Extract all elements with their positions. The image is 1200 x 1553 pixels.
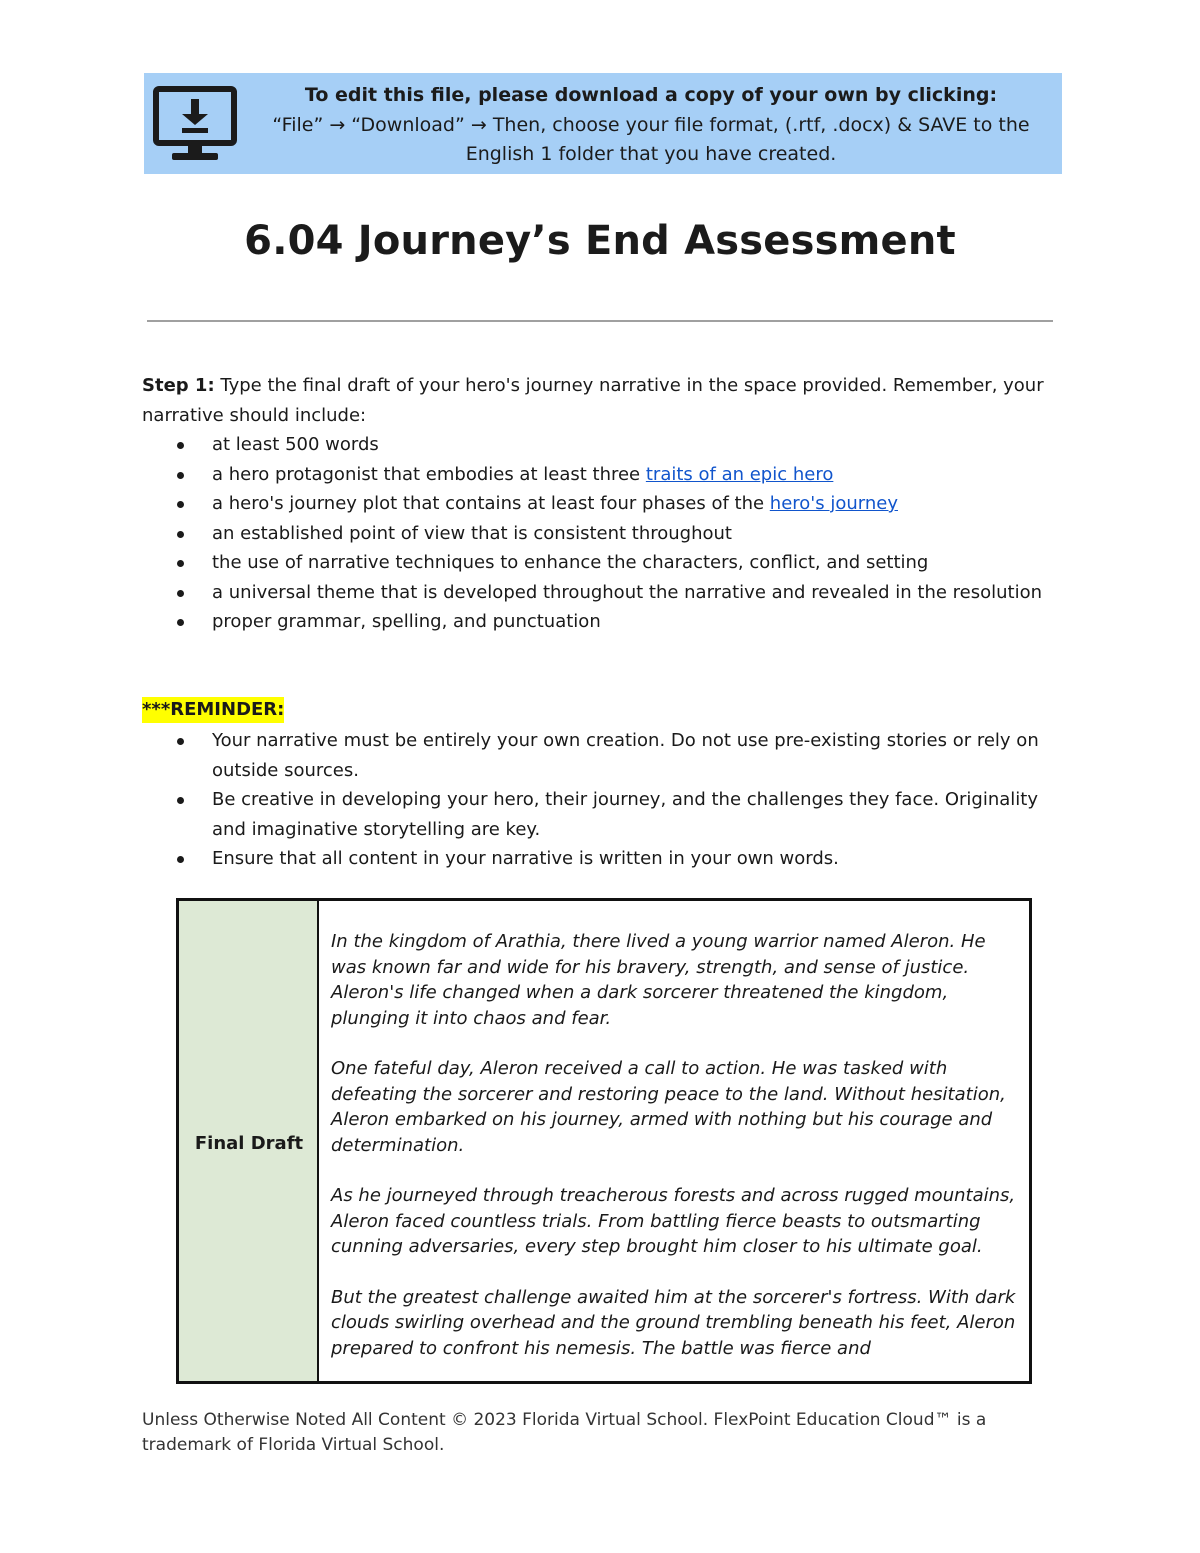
page-title: 6.04 Journey’s End Assessment [244,218,956,264]
epic-hero-traits-link[interactable]: traits of an epic hero [645,463,834,485]
list-item: Your narrative must be entirely your own creation. Do not use pre-existing stories or rely on outside sources. [142,726,1042,785]
banner-instruction-cont: English 1 folder that you have created. [465,143,837,165]
list-item: proper grammar, spelling, and punctuation [142,607,1042,637]
reminder-list [142,726,1042,874]
draft-paragraph: One fateful day, Aleron received a call to action. He was tasked with defeating the sorcerer and restoring peace to the land. Without hesitation, Aleron embarked on his journey, armed with nothing but his courage and determination. [331,1058,1006,1156]
bullet-icon [177,738,184,745]
list-item: Ensure that all content in your narrative is written in your own words. [142,844,1042,874]
final-draft-text-area[interactable] [331,929,1021,1384]
list-item: an established point of view that is consistent throughout [142,519,1042,549]
list-item: a hero protagonist that embodies at least three traits of an epic hero [142,460,1042,490]
step-text: Type the final draft of your hero's journey narrative in the space provided. Remember, your narrative should include: [142,375,1044,426]
bullet-icon [177,501,184,508]
bullet-icon [177,472,184,479]
bullet-icon [177,560,184,567]
list-item: a universal theme that is developed throughout the narrative and revealed in the resolution [142,578,1042,608]
heros-journey-link[interactable]: hero's journey [769,493,898,514]
final-draft-label-cell [179,901,319,1381]
final-draft-label: Final Draft [194,1133,304,1154]
list-item: at least 500 words [142,430,1042,460]
bullet-icon [177,619,184,626]
download-instructions-banner [144,73,1062,174]
bullet-icon [177,531,184,538]
draft-paragraph: In the kingdom of Arathia, there lived a young warrior named Aleron. He was known far and wide for his bravery, strength, and sense of justice. Aleron's life changed when a dark sorcerer threatened the kingdom, plunging it into chaos and fear. [331,931,986,1029]
draft-paragraph: As he journeyed through treacherous forests and across rugged mountains, Aleron faced countless trials. From battling fierce beasts to outsmarting cunning adversaries, every step brought him closer to his ultimate goal. [331,1185,1016,1257]
list-item: a hero's journey plot that contains at least four phases of the hero's journey [142,489,1042,519]
copyright-footer: Unless Otherwise Noted All Content © 2023 Florida Virtual School. FlexPoint Education Cloud™ is a trademark of Florida Virtual School. [142,1410,987,1455]
title-divider [147,320,1053,322]
final-draft-table [176,898,1032,1384]
bullet-icon [177,856,184,863]
step-1-instructions [142,371,1062,431]
bullet-icon [177,442,184,449]
banner-heading: To edit this file, please download a copy of your own by clicking: [304,84,998,106]
draft-paragraph: But the greatest challenge awaited him at the sorcerer's fortress. With dark clouds swirling overhead and the ground trembling beneath his feet, Aleron prepared to confront his nemesis. The battle was fierce and [331,1286,1016,1359]
list-item: Be creative in developing your hero, their journey, and the challenges they face. Originality and imaginative storytelling are key. [142,785,1042,844]
bullet-icon [177,590,184,597]
reminder-heading: ***REMINDER: [142,697,284,723]
banner-instruction: “File” → “Download” → Then, choose your file format, (.rtf, .docx) & SAVE to the [272,114,1030,136]
download-monitor-icon [152,85,238,165]
list-item: the use of narrative techniques to enhance the characters, conflict, and setting [142,548,1042,578]
step-label: Step 1: [142,375,215,396]
requirements-list [142,430,1042,637]
bullet-icon [177,797,184,804]
